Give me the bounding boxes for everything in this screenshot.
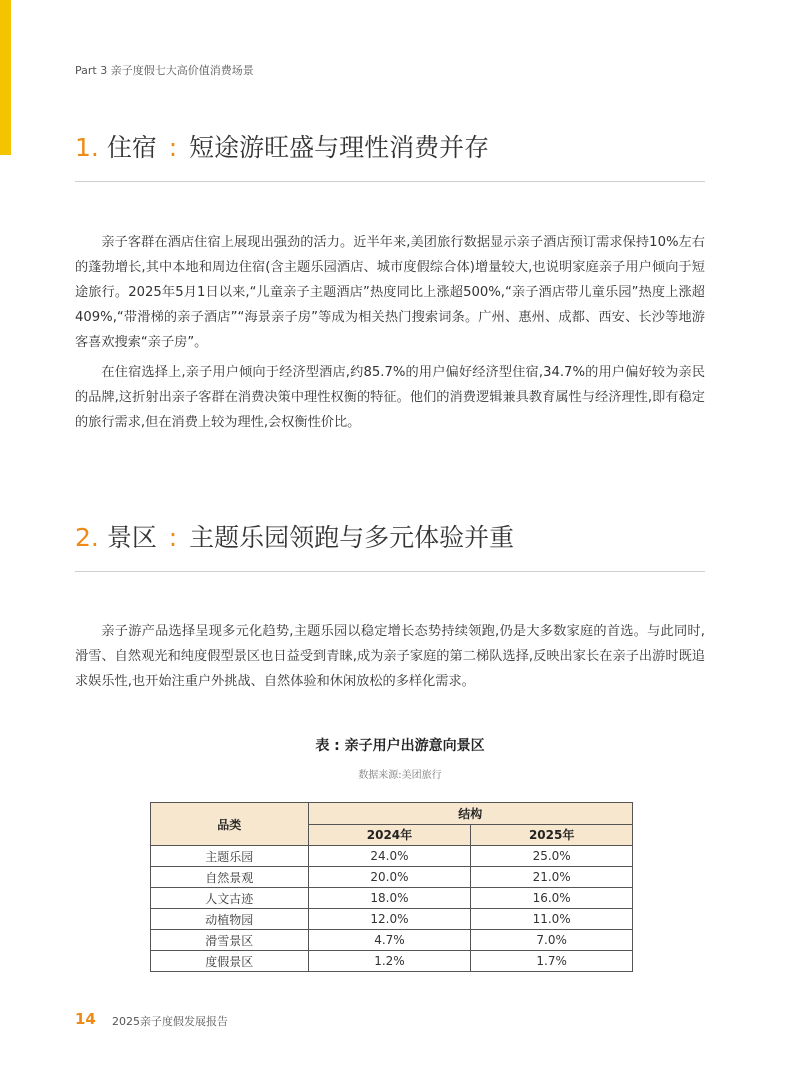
row-value-2025: 16.0%: [471, 888, 633, 909]
row-value-2024: 20.0%: [308, 867, 471, 888]
section-2-rule: [75, 571, 705, 572]
table-row: [151, 867, 633, 888]
row-category: 主题乐园: [151, 846, 309, 867]
section-1-paragraph-1: 亲子客群在酒店住宿上展现出强劲的活力。近半年来,美团旅行数据显示亲子酒店预订需求保持10%左右的蓬勃增长,其中本地和周边住宿(含主题乐园酒店、城市度假综合体)增量较大,也说明家庭亲子用户倾向于短途旅行。2025年5月1日以来,“儿童亲子主题酒店”热度同比上涨超500%,“亲子酒店带儿童乐园”热度上涨超409%,“带滑梯的亲子酒店”“海景亲子房”等成为相关热门搜索词条。广州、惠州、成都、西安、长沙等地游客喜欢搜索“亲子房”。: [75, 235, 705, 350]
section-1-label: 住宿: [106, 133, 157, 162]
row-value-2024: 24.0%: [308, 846, 471, 867]
row-value-2025: 25.0%: [471, 846, 633, 867]
section-2-paragraph-1: 亲子游产品选择呈现多元化趋势,主题乐园以稳定增长态势持续领跑,仍是大多数家庭的首选。与此同时,滑雪、自然观光和纯度假型景区也日益受到青睐,成为亲子家庭的第二梯队选择,反映出家长在亲子出游时既追求娱乐性,也开始注重户外挑战、自然体验和休闲放松的多样化需求。: [75, 624, 705, 689]
row-value-2024: 4.7%: [308, 930, 471, 951]
table-row: [151, 846, 633, 867]
section-1-number: 1.: [75, 133, 99, 162]
table-row: [151, 909, 633, 930]
row-value-2025: 1.7%: [471, 951, 633, 972]
section-1-paragraph-2: 在住宿选择上,亲子用户倾向于经济型酒店,约85.7%的用户偏好经济型住宿,34.7%的用户偏好较为亲民的品牌,这折射出亲子客群在消费决策中理性权衡的特征。他们的消费逻辑兼具教育属性与经济理性,即有稳定的旅行需求,但在消费上较为理性,会权衡性价比。: [75, 365, 705, 430]
row-category: 自然景观: [151, 867, 309, 888]
row-value-2025: 21.0%: [471, 867, 633, 888]
table-row: [151, 888, 633, 909]
destination-table: [150, 802, 633, 972]
part-header: Part 3 亲子度假七大高价值消费场景: [75, 64, 254, 77]
table-source: 数据来源:美团旅行: [358, 770, 442, 781]
table-title: 表 : 亲子用户出游意向景区: [315, 738, 485, 754]
row-category: 人文古迹: [151, 888, 309, 909]
section-2-label: 景区: [106, 523, 157, 552]
report-name: 2025亲子度假发展报告: [112, 1015, 228, 1028]
section-2-subtitle: 主题乐园领跑与多元体验并重: [189, 523, 515, 552]
header-structure: 结构: [308, 803, 632, 825]
header-category: 品类: [151, 803, 309, 846]
row-category: 度假景区: [151, 951, 309, 972]
header-year-2024: 2024年: [308, 824, 471, 846]
table-row: [151, 930, 633, 951]
row-category: 滑雪景区: [151, 930, 309, 951]
section-2-number: 2.: [75, 523, 99, 552]
table-header-row: [151, 803, 633, 825]
row-value-2024: 1.2%: [308, 951, 471, 972]
section-1-title: [75, 128, 489, 164]
row-value-2025: 7.0%: [471, 930, 633, 951]
section-1-rule: [75, 181, 705, 182]
yellow-edge-strip: [0, 0, 11, 155]
section-1-separator: :: [168, 133, 178, 162]
row-value-2024: 12.0%: [308, 909, 471, 930]
row-category: 动植物园: [151, 909, 309, 930]
table-row: [151, 951, 633, 972]
row-value-2024: 18.0%: [308, 888, 471, 909]
section-2-title: [75, 518, 514, 554]
section-1-subtitle: 短途游旺盛与理性消费并存: [189, 133, 490, 162]
row-value-2025: 11.0%: [471, 909, 633, 930]
header-year-2025: 2025年: [471, 824, 633, 846]
section-2-separator: :: [168, 523, 178, 552]
page-number: 14: [75, 1010, 96, 1028]
